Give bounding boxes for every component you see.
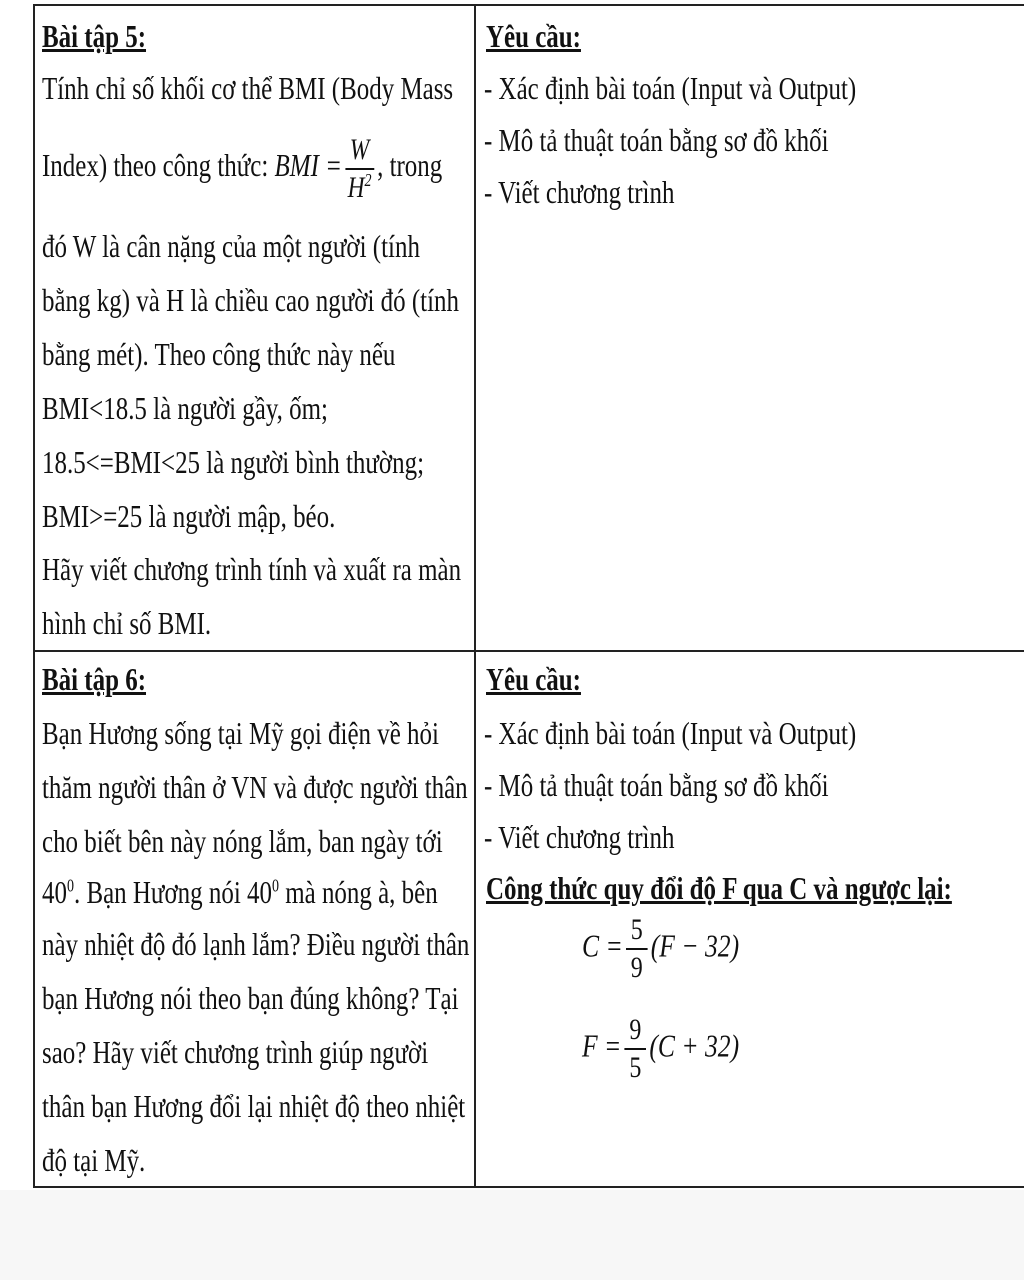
exercise-6-line: cho biết bên này nóng lắm, ban ngày tới — [42, 823, 443, 859]
exercise-5-line: BMI>=25 là người mập, béo. — [42, 498, 336, 534]
requirements-6-title: Yêu cầu: — [486, 661, 581, 697]
bmi-formula-numerator: W — [345, 135, 374, 170]
requirement-item: - Mô tả thuật toán bằng sơ đồ khối — [484, 767, 829, 803]
exercise-6-line: Bạn Hương sống tại Mỹ gọi điện về hỏi — [42, 715, 439, 751]
exercise-5-line: bằng mét). Theo công thức này nếu — [42, 336, 396, 372]
celsius-formula: C = $\frac{5}{9}$ (F − 32) — [582, 913, 740, 984]
exercise-6-line: sao? Hãy viết chương trình giúp người — [42, 1034, 429, 1070]
exercise-5-line: bằng kg) và H là chiều cao người đó (tính — [42, 282, 459, 318]
requirement-item: - Xác định bài toán (Input và Output) — [484, 715, 857, 751]
requirement-item: - Mô tả thuật toán bằng sơ đồ khối — [484, 122, 829, 158]
row-divider — [33, 650, 1024, 652]
requirements-5-title: Yêu cầu: — [486, 18, 581, 54]
exercise-5-line: hình chỉ số BMI. — [42, 605, 212, 641]
requirement-item: - Xác định bài toán (Input và Output) — [484, 70, 857, 106]
column-divider — [474, 4, 476, 1188]
conversion-formula-title: Công thức quy đổi độ F qua C và ngược lại: — [486, 870, 952, 906]
exercise-5-line: Tính chỉ số khối cơ thể BMI (Body Mass — [42, 70, 454, 106]
exercise-5-formula-line — [42, 128, 442, 203]
exercise-5-line: 18.5<=BMI<25 là người bình thường; — [42, 444, 425, 480]
exercise-5-title: Bài tập 5: — [42, 18, 147, 54]
requirement-item: - Viết chương trình — [484, 174, 675, 210]
exercise-5-line: đó W là cân nặng của một người (tính — [42, 228, 420, 264]
fahrenheit-formula: F = $\frac{9}{5}$ (C + 32) — [582, 1013, 740, 1084]
exercise-5-line: BMI<18.5 là người gầy, ốm; — [42, 390, 328, 426]
page-bottom-margin — [0, 1190, 1024, 1280]
exercise-6-line: thân bạn Hương đổi lại nhiệt độ theo nhiệt — [42, 1088, 466, 1124]
exercise-6-line: $40^0$. Bạn Hương nói $40^0$ mà nóng à, bên — [42, 874, 438, 910]
bmi-formula-lhs: BMI = — [274, 147, 342, 183]
bmi-formula-fraction — [345, 132, 374, 204]
exercise-6-line: thăm người thân ở VN và được người thân — [42, 769, 468, 805]
exercise-6-line: độ tại Mỹ. — [42, 1142, 146, 1178]
exercise-6-title: Bài tập 6: — [42, 661, 147, 697]
exercise-5-line: Hãy viết chương trình tính và xuất ra màn — [42, 551, 462, 587]
bmi-formula-denominator: $H^2$ — [347, 169, 372, 204]
exercise-6-line: này nhiệt độ đó lạnh lắm? Điều người thân — [42, 926, 470, 962]
exercise-5-text: , trong — [377, 147, 443, 183]
exercise-6-line: bạn Hương nói theo bạn đúng không? Tại — [42, 980, 459, 1016]
requirement-item: - Viết chương trình — [484, 819, 675, 855]
exercise-5-text: Index) theo công thức: — [42, 147, 275, 183]
